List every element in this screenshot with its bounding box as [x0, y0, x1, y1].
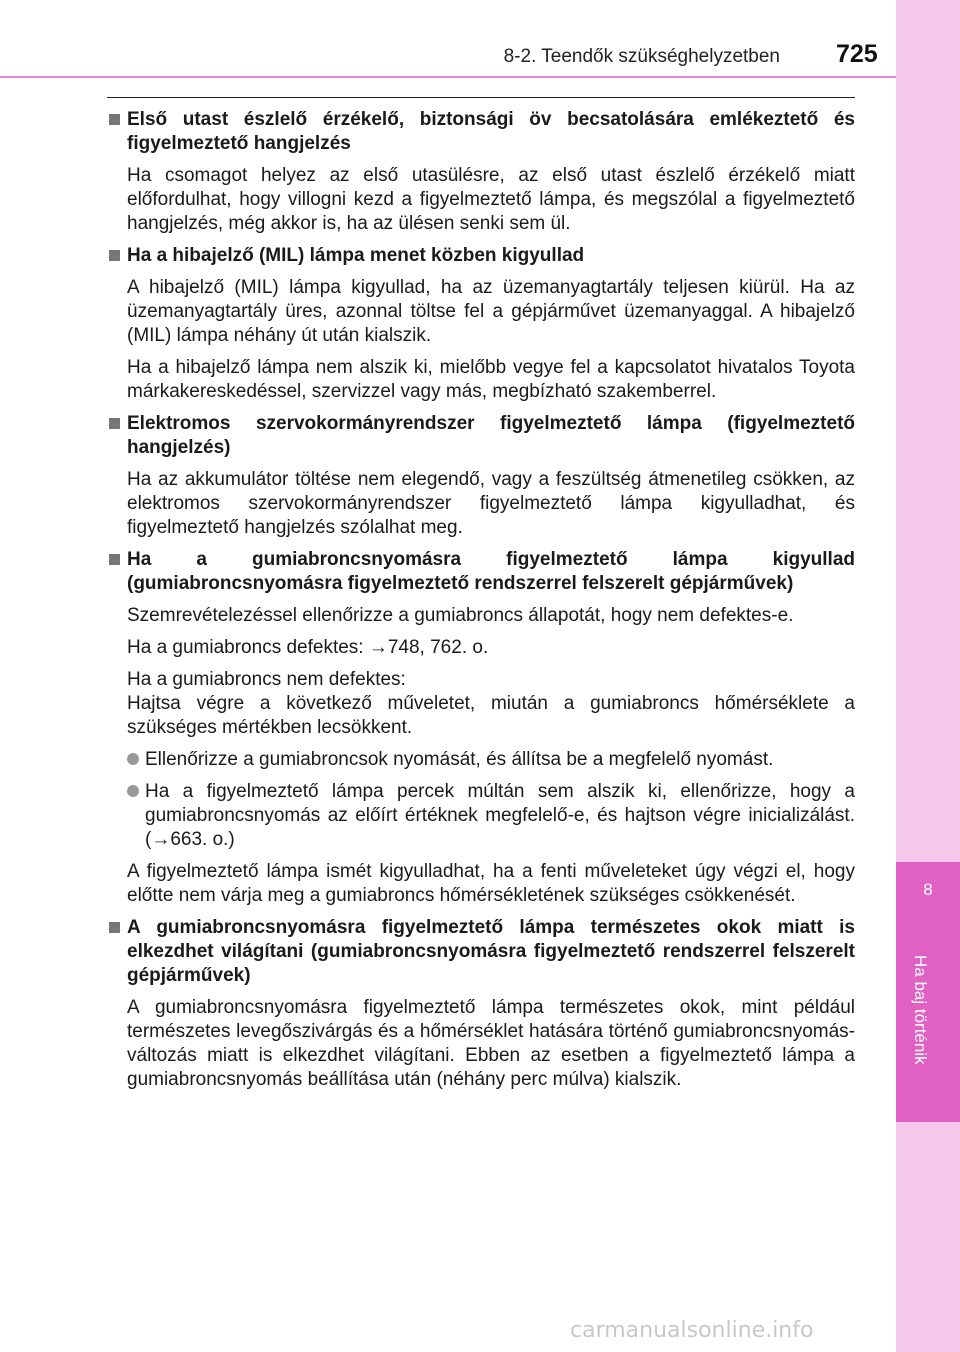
paragraph: Ha a gumiabroncs nem defektes: Hajtsa végre a következő műveletet, miután a gumiabroncs hőmérséklete a szükséges mértékben lecsökkent. — [127, 669, 855, 738]
list-item: Ha a figyelmeztető lámpa percek múltán sem alszik ki, ellenőrizze, hogy a gumiabroncsnyomás az előírt értéknek megfelelő-e, és hajtson végre inicializálást. (→663. o.) — [107, 780, 855, 852]
square-bullet-icon — [109, 922, 120, 933]
round-bullet-icon — [127, 753, 139, 765]
page-reference-link[interactable]: 663. o.) — [170, 829, 235, 850]
square-bullet-icon — [109, 250, 120, 261]
paragraph: Szemrevételezéssel ellenőrizze a gumiabroncs állapotát, hogy nem defektes-e. — [127, 605, 794, 626]
section-heading: Első utast észlelő érzékelő, biztonsági öv becsatolására emlékeztető és figyelmeztető hangjelzés — [107, 108, 855, 156]
square-bullet-icon — [109, 418, 120, 429]
section-heading: Ha a hibajelző (MIL) lámpa menet közben kigyullad — [107, 244, 855, 268]
arrow-right-icon: → — [368, 637, 388, 658]
header-rule — [0, 76, 896, 78]
paragraph-ref: Ha a gumiabroncs defektes: →748, 762. o. — [127, 637, 489, 658]
paragraph: A figyelmeztető lámpa ismét kigyulladhat, ha a fenti műveleteket úgy végzi el, hogy előtte nem várja meg a gumiabroncs hőmérsékletének szükséges csökkenését. — [127, 861, 855, 906]
content — [107, 108, 855, 1100]
chapter-number: 8 — [923, 880, 933, 899]
section-title: 8-2. Teendők szükséghelyzetben — [503, 46, 780, 67]
page-reference-link[interactable]: 748, 762. o. — [387, 637, 489, 658]
paragraph: A hibajelző (MIL) lámpa kigyullad, ha az üzemanyagtartály teljesen kiürül. Ha az üzemanyagtartály üres, azonnal töltse fel a gépjárművet üzemanyaggal. A hibajelző (MIL) lámpa néhány út után kialszik. — [127, 277, 855, 346]
paragraph: Ha az akkumulátor töltése nem elegendő, vagy a feszültség átmenetileg csökken, az elektromos szervokormányrendszer figyelmeztető lámpa kigyulladhat, és figyelmeztető hangjelzés szólalhat meg. — [127, 469, 855, 538]
paragraph: A gumiabroncsnyomásra figyelmeztető lámpa természetes okok, mint például természetes levegőszivárgás és a hőmérséklet hatására történő gumiabroncsnyomás-változás miatt is elkezdhet világítani. Ebben az esetben a figyelmeztető lámpa a gumiabroncsnyomás beállítása után (néhány perc múlva) kialszik. — [127, 997, 855, 1090]
watermark: carmanualsonline.info — [570, 1318, 814, 1343]
paragraph: Ha csomagot helyez az első utasülésre, az első utast észlelő érzékelő miatt előfordulhat, hogy villogni kezd a figyelmeztető lámpa, és megszólal a figyelmeztető hangjelzés, még akkor is, ha az ülésen senki sem ül. — [127, 165, 855, 234]
content-rule — [107, 97, 855, 98]
square-bullet-icon — [109, 114, 120, 125]
chapter-title: Ha baj történik — [911, 955, 930, 1065]
section-heading: Elektromos szervokormányrendszer figyelmeztető lámpa (figyelmeztető hangjelzés) — [107, 412, 855, 460]
side-tab — [896, 0, 960, 1352]
page-number: 725 — [836, 40, 878, 68]
section-heading: A gumiabroncsnyomásra figyelmeztető lámpa természetes okok miatt is elkezdhet világítani (gumiabroncsnyomásra figyelmeztető rendszerrel felszerelt gépjárművek) — [107, 916, 855, 988]
round-bullet-icon — [127, 785, 139, 797]
paragraph: Ha a hibajelző lámpa nem alszik ki, mielőbb vegye fel a kapcsolatot hivatalos Toyota márkakereskedéssel, szervizzel vagy más, megbízható szakemberrel. — [127, 357, 855, 402]
list-item: Ellenőrizze a gumiabroncsok nyomását, és állítsa be a megfelelő nyomást. — [107, 748, 855, 772]
arrow-right-icon: → — [151, 829, 171, 850]
section-heading: Ha a gumiabroncsnyomásra figyelmeztető lámpa kigyullad (gumiabroncsnyomásra figyelmeztető rendszerrel felszerelt gépjárművek) — [107, 548, 855, 596]
square-bullet-icon — [109, 554, 120, 565]
